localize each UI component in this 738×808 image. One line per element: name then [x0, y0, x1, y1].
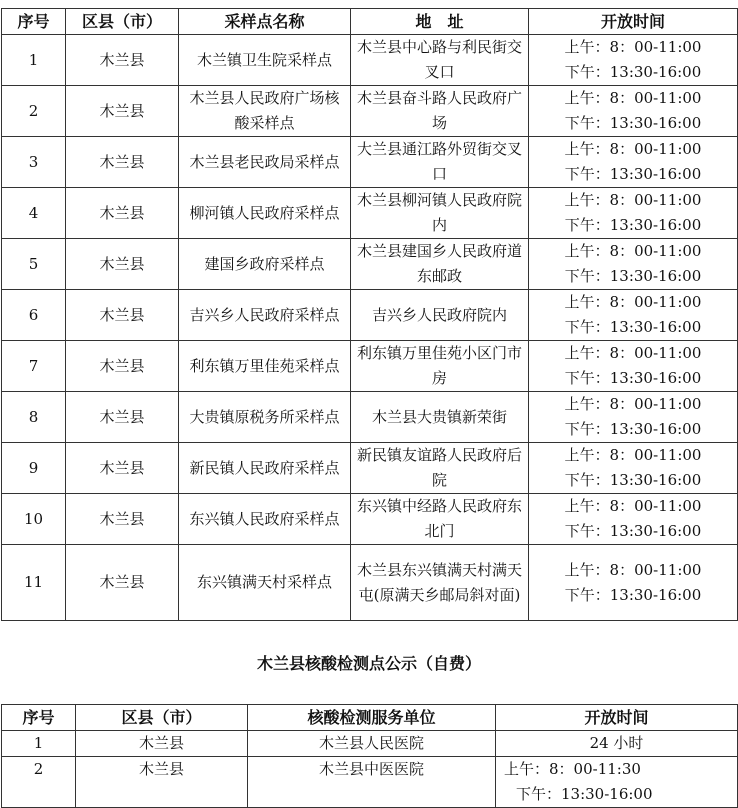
- header-open-time: 开放时间: [529, 9, 738, 35]
- row-open-time: [529, 443, 738, 494]
- row-county: 木兰县: [76, 757, 248, 808]
- row-site-name: [179, 86, 351, 137]
- row-open-time: [529, 137, 738, 188]
- row-site-name-text: 利东镇万里佳苑采样点: [189, 356, 340, 375]
- header-county: 区县（市）: [76, 705, 248, 731]
- row-site-name: [179, 443, 351, 494]
- row-address-text: 利东镇万里佳苑小区门市房: [357, 344, 523, 387]
- table-row: [2, 731, 738, 757]
- row-address-text: 木兰县建国乡人民政府道东邮政: [357, 242, 523, 285]
- row-address-text: 新民镇友谊路人民政府后院: [357, 446, 523, 489]
- row-site-name: [179, 494, 351, 545]
- row-no: [2, 290, 66, 341]
- row-no-text: 10: [23, 509, 44, 528]
- row-open-time: [529, 545, 738, 621]
- row-site-name-text: 柳河镇人民政府采样点: [189, 203, 340, 222]
- row-address-text: 东兴镇中经路人民政府东北门: [357, 497, 523, 540]
- time-am: 上午：8：00-11:00: [564, 395, 702, 413]
- row-county-text: 木兰县: [99, 101, 145, 120]
- table-header-row: [2, 9, 738, 35]
- table-row: [2, 494, 738, 545]
- row-county-text: 木兰县: [99, 356, 145, 375]
- row-address: [351, 35, 529, 86]
- header-county: 区县（市）: [66, 9, 179, 35]
- row-open-time: [529, 35, 738, 86]
- row-county-text: 木兰县: [99, 305, 145, 324]
- row-open-time: [529, 239, 738, 290]
- time-am: 上午：8：00-11:30: [504, 760, 641, 778]
- row-county-text: 木兰县: [99, 50, 145, 69]
- time-am: 上午：8：00-11:00: [564, 242, 702, 260]
- time-am: 上午：8：00-11:00: [564, 89, 702, 107]
- table-row: [2, 443, 738, 494]
- row-county-text: 木兰县: [99, 152, 145, 171]
- time-pm: 下午：13:30-16:00: [564, 63, 702, 81]
- header-service-unit: 核酸检测服务单位: [248, 705, 496, 731]
- row-no-text: 2: [28, 101, 39, 120]
- row-county: [66, 341, 179, 392]
- table-row: [2, 341, 738, 392]
- header-address: 地 址: [351, 9, 529, 35]
- row-county: [66, 392, 179, 443]
- row-county-text: 木兰县: [99, 509, 145, 528]
- time-am: 上午：8：00-11:00: [564, 140, 702, 158]
- row-site-name: [179, 137, 351, 188]
- header-no: 序号: [2, 705, 76, 731]
- table-row: [2, 290, 738, 341]
- row-county-text: 木兰县: [99, 254, 145, 273]
- row-site-name-text: 木兰镇卫生院采样点: [196, 50, 332, 69]
- row-address: [351, 443, 529, 494]
- row-site-name: [179, 545, 351, 621]
- row-no-text: 9: [28, 458, 39, 477]
- row-no: [2, 188, 66, 239]
- row-county: [66, 443, 179, 494]
- row-county: [66, 239, 179, 290]
- row-no: [2, 239, 66, 290]
- row-address: [351, 494, 529, 545]
- row-site-name: [179, 341, 351, 392]
- header-no: 序号: [2, 9, 66, 35]
- row-county-text: 木兰县: [99, 203, 145, 222]
- time-am: 上午：8：00-11:00: [564, 497, 702, 515]
- row-site-name-text: 吉兴乡人民政府采样点: [189, 305, 340, 324]
- table-row: [2, 35, 738, 86]
- row-open-time: [529, 494, 738, 545]
- time-am: 上午：8：00-11:00: [564, 38, 702, 56]
- row-no-text: 5: [28, 254, 39, 273]
- row-county-text: 木兰县: [99, 458, 145, 477]
- time-pm: 下午：13:30-16:00: [564, 522, 702, 540]
- row-unit: 木兰县人民医院: [248, 731, 496, 757]
- table-header-row: [2, 705, 738, 731]
- time-am: 上午：8：00-11:00: [564, 560, 702, 579]
- row-address: [351, 239, 529, 290]
- row-no: [2, 392, 66, 443]
- row-no-text: 8: [28, 407, 39, 426]
- row-no: 1: [2, 731, 76, 757]
- row-no: 2: [2, 757, 76, 808]
- row-site-name-text: 建国乡政府采样点: [204, 254, 325, 273]
- row-site-name: [179, 188, 351, 239]
- row-site-name-text: 木兰县人民政府广场核酸采样点: [189, 89, 340, 132]
- time-am: 上午：8：00-11:00: [564, 191, 702, 209]
- row-address-text: 木兰县奋斗路人民政府广场: [357, 89, 523, 132]
- row-address: [351, 392, 529, 443]
- row-site-name: [179, 290, 351, 341]
- row-no-text: 4: [28, 203, 39, 222]
- row-open-time: [529, 86, 738, 137]
- row-open-time: [529, 188, 738, 239]
- row-address: [351, 545, 529, 621]
- row-site-name-text: 新民镇人民政府采样点: [189, 458, 340, 477]
- time-pm: 下午：13:30-16:00: [564, 318, 702, 336]
- time-pm: 下午：13:30-16:00: [564, 165, 702, 183]
- row-open-time: [529, 290, 738, 341]
- row-no: [2, 137, 66, 188]
- row-open-time: [529, 392, 738, 443]
- row-address-text: 吉兴乡人民政府院内: [371, 305, 507, 324]
- row-no: [2, 86, 66, 137]
- row-county: [66, 35, 179, 86]
- row-no-text: 1: [28, 50, 39, 69]
- time-am: 上午：8：00-11:00: [564, 344, 702, 362]
- table-row: [2, 392, 738, 443]
- header-open-time: 开放时间: [496, 705, 738, 731]
- row-address-text: 木兰县大贵镇新荣街: [371, 407, 507, 426]
- testing-units-table: [1, 704, 738, 808]
- sampling-points-table: [1, 8, 738, 621]
- row-address: [351, 137, 529, 188]
- row-address-text: 木兰县东兴镇满天村满天屯(原满天乡邮局斜对面): [357, 560, 523, 604]
- row-county-text: 木兰县: [99, 573, 145, 591]
- row-county: 木兰县: [76, 731, 248, 757]
- row-county: [66, 188, 179, 239]
- row-address-text: 木兰县柳河镇人民政府院内: [357, 191, 523, 234]
- row-site-name: [179, 239, 351, 290]
- table-row: [2, 239, 738, 290]
- row-address: [351, 341, 529, 392]
- row-site-name-text: 木兰县老民政局采样点: [189, 152, 340, 171]
- row-address: [351, 86, 529, 137]
- row-site-name-text: 东兴镇满天村采样点: [196, 573, 332, 591]
- header-site-name: 采样点名称: [179, 9, 351, 35]
- row-time: 24 小时: [496, 731, 738, 757]
- time-pm: 下午：13:30-16:00: [564, 114, 702, 132]
- row-no-text: 11: [23, 573, 44, 591]
- row-site-name-text: 东兴镇人民政府采样点: [189, 509, 340, 528]
- row-county: [66, 494, 179, 545]
- row-address-text: 大兰县通江路外贸街交叉口: [357, 140, 523, 183]
- time-pm: 下午：13:30-16:00: [516, 785, 653, 803]
- time-pm: 下午：13:30-16:00: [564, 585, 702, 604]
- time-pm: 下午：13:30-16:00: [564, 471, 702, 489]
- row-no: [2, 494, 66, 545]
- row-county: [66, 545, 179, 621]
- row-county: [66, 137, 179, 188]
- row-site-name-text: 大贵镇原税务所采样点: [189, 407, 340, 426]
- row-open-time: [529, 341, 738, 392]
- row-address: [351, 188, 529, 239]
- table-row: [2, 545, 738, 621]
- table-row: [2, 188, 738, 239]
- row-county-text: 木兰县: [99, 407, 145, 426]
- row-no-text: 7: [28, 356, 39, 375]
- row-no: [2, 341, 66, 392]
- time-am: 上午：8：00-11:00: [564, 293, 702, 311]
- row-address: [351, 290, 529, 341]
- time-pm: 下午：13:30-16:00: [564, 369, 702, 387]
- time-am: 上午：8：00-11:00: [564, 446, 702, 464]
- row-county: [66, 86, 179, 137]
- row-no: [2, 545, 66, 621]
- row-site-name: [179, 392, 351, 443]
- table-row: [2, 86, 738, 137]
- table-row: [2, 137, 738, 188]
- row-unit: 木兰县中医医院: [248, 757, 496, 808]
- row-no-text: 3: [28, 152, 39, 171]
- time-pm: 下午：13:30-16:00: [564, 420, 702, 438]
- row-county: [66, 290, 179, 341]
- row-address-text: 木兰县中心路与利民街交叉口: [357, 38, 523, 81]
- row-site-name: [179, 35, 351, 86]
- time-pm: 下午：13:30-16:00: [564, 216, 702, 234]
- time-pm: 下午：13:30-16:00: [564, 267, 702, 285]
- row-no-text: 6: [28, 305, 39, 324]
- section-title: 木兰县核酸检测点公示（自费）: [256, 654, 481, 673]
- row-no: [2, 443, 66, 494]
- row-no: [2, 35, 66, 86]
